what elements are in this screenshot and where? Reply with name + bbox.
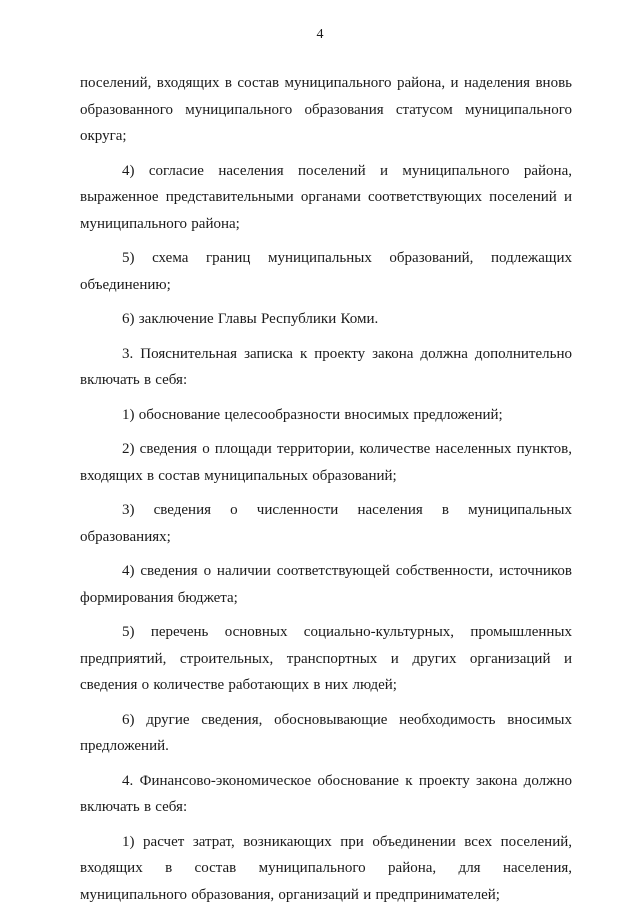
paragraph: 4) сведения о наличии соответствующей собственности, источников формирования бюджета; — [80, 563, 572, 606]
paragraph: 1) расчет затрат, возникающих при объединении всех поселений, входящих в состав муниципального района, для населения, муниципального образования, организаций и предпринимателей; — [80, 833, 572, 903]
paragraph: 1) обоснование целесообразности вносимых предложений; — [122, 406, 503, 423]
paragraph: 2) сведения о площади территории, количестве населенных пунктов, входящих в состав муниципальных образований; — [80, 441, 572, 484]
paragraph: поселений, входящих в состав муниципального района, и наделения вновь образованного муниципального образования статусом муниципального округа; — [80, 75, 572, 144]
document-body — [80, 70, 572, 916]
paragraph: 3. Пояснительная записка к проекту закона должна дополнительно включать в себя: — [80, 345, 572, 388]
paragraph: 4) согласие населения поселений и муниципального района, выраженное представительными органами соответствующих поселений и муниципального района; — [80, 162, 572, 232]
paragraph: 5) перечень основных социально-культурных, промышленных предприятий, строительных, транспортных и других организаций и сведения о количестве работающих в них людей; — [80, 624, 572, 693]
paragraph: 3) сведения о численности населения в муниципальных образованиях; — [80, 502, 572, 545]
paragraph: 6) заключение Главы Республики Коми. — [122, 311, 379, 327]
paragraph: 5) схема границ муниципальных образований, подлежащих объединению; — [80, 250, 572, 293]
page-number: 4 — [316, 27, 324, 42]
paragraph: 6) другие сведения, обосновывающие необходимость вносимых предложений. — [80, 711, 572, 754]
paragraph: 4. Финансово-экономическое обоснование к проекту закона должно включать в себя: — [80, 772, 572, 815]
